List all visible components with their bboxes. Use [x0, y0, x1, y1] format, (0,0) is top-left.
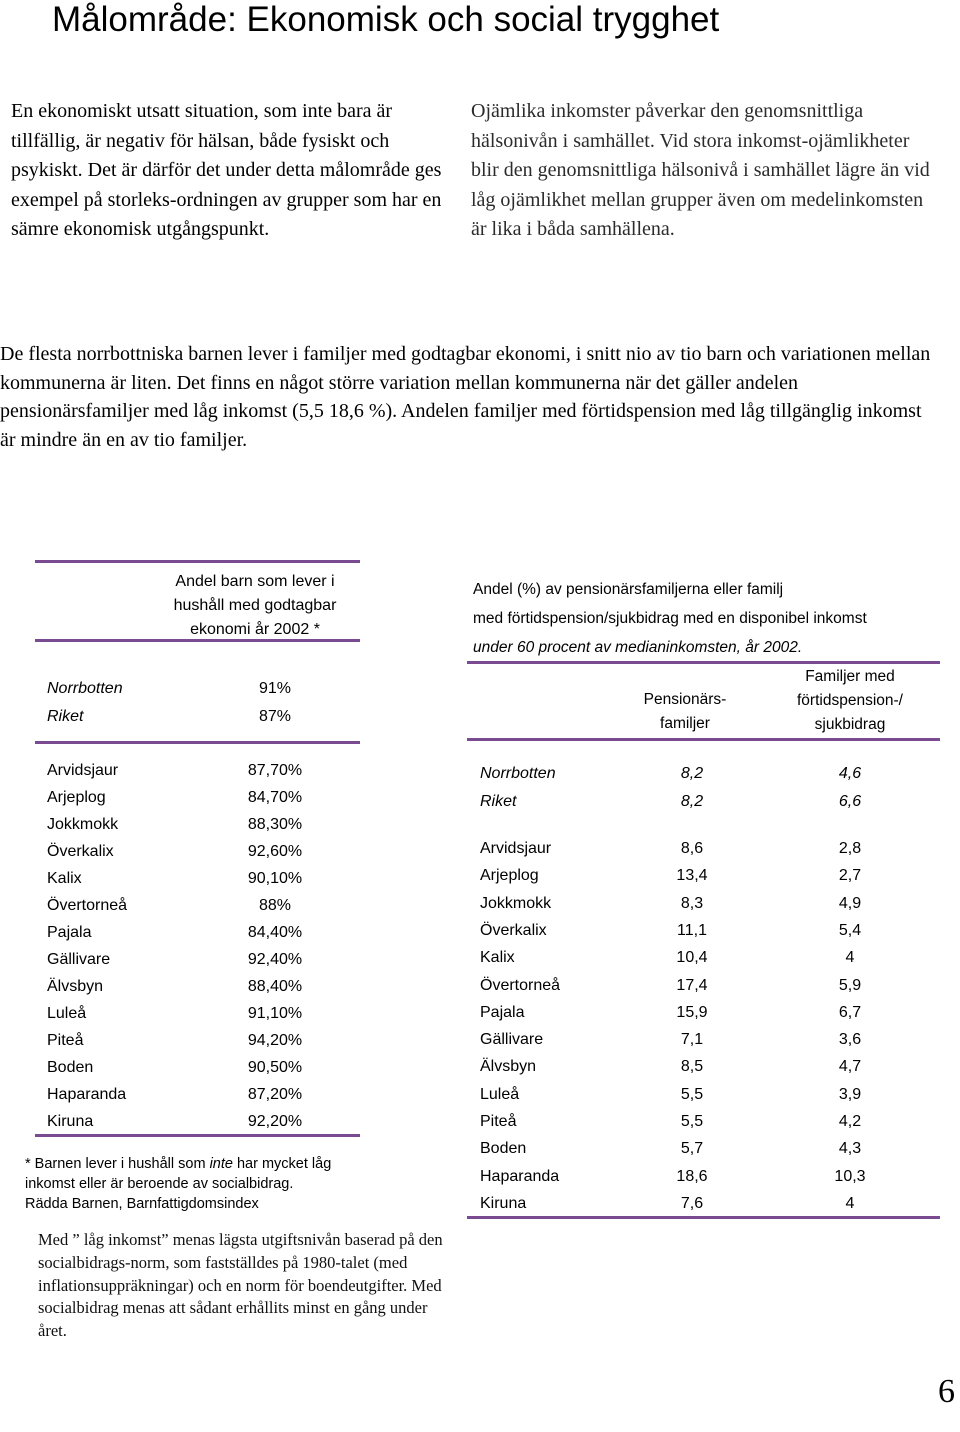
row-name: Piteå: [480, 1113, 517, 1130]
row-pension-value: 7,6: [680, 1194, 704, 1212]
row-pension-value: 7,1: [680, 1031, 704, 1049]
row-pension-value: 8,6: [680, 840, 704, 857]
row-name: Gällivare: [480, 1031, 544, 1049]
row-value: 92,60%: [247, 843, 303, 860]
row-name: Riket: [480, 793, 517, 810]
right-table-row: [480, 1026, 920, 1053]
right-caption-line: Andel (%) av pensionärsfamiljerna eller familj: [473, 581, 784, 598]
right-table-row: [480, 944, 920, 971]
low-income-note: Med ” låg inkomst” menas lägsta utgiftsnivån baserad på den socialbidrags-norm, som fastställdes på 1980-talet (med inflationsuppräkningar) och en norm för boendeutgifter. Med socialbidrag menas att sådant erhållits minst en gång under året.: [38, 1230, 443, 1341]
row-name: Boden: [480, 1140, 527, 1158]
row-name: Riket: [47, 708, 84, 725]
footnote-emphasis: inte: [209, 1156, 233, 1172]
row-sickness-value: 10,3: [834, 1167, 866, 1185]
row-name: Norrbotten: [47, 680, 123, 697]
left-table-row: [47, 838, 367, 865]
right-table-row: [480, 1163, 920, 1190]
row-value: 87,20%: [247, 1086, 303, 1103]
row-value: 88,30%: [247, 816, 303, 833]
row-pension-value: 18,6: [676, 1167, 708, 1185]
left-table-row: [47, 1000, 367, 1027]
row-name: Piteå: [47, 1032, 84, 1049]
row-sickness-value: 4,6: [838, 765, 862, 782]
left-table-row: [47, 811, 367, 838]
right-summary-row: [480, 788, 920, 815]
footnote-text-end: har mycket låg inkomst eller är beroende av socialbidrag.: [25, 1156, 332, 1192]
footnote-source: Rädda Barnen, Barnfattigdomsindex: [25, 1196, 259, 1212]
left-table-summary-rule: [35, 741, 360, 744]
left-table-row: [47, 1081, 367, 1108]
row-pension-value: 5,5: [680, 1085, 704, 1103]
row-sickness-value: 5,4: [838, 921, 862, 939]
row-name: Haparanda: [480, 1167, 560, 1185]
left-table-bottom-rule: [35, 1134, 360, 1137]
row-sickness-value: 4: [845, 949, 855, 967]
left-table-row: [47, 865, 367, 892]
row-pension-value: 5,7: [680, 1140, 704, 1158]
intro-left-paragraph: En ekonomiskt utsatt situation, som inte bara är tillfällig, är negativ för hälsan, både fysiskt och psykiskt. Det är därför det under detta målområde ges exempel på storleks-ordningen av grupper som har en sämre ekonomisk utgångspunkt.: [11, 100, 442, 240]
intro-right-paragraph: Ojämlika inkomster påverkar den genomsnittliga hälsonivån i samhället. Vid stora inkomst-ojämlikheter blir den genomsnittliga hälsonivå i samhället lägre än vid låg ojämlikhet mellan grupper även om medelinkomsten är lika i båda samhällena.: [471, 100, 930, 240]
left-table-header-rule: [35, 639, 360, 642]
row-name: Jokkmokk: [47, 816, 119, 833]
row-pension-value: 11,1: [677, 921, 707, 939]
row-sickness-value: 4,9: [838, 894, 862, 912]
right-caption-line: under 60 procent av medianinkomsten, år 2002.: [473, 639, 803, 656]
right-table-caption: [473, 575, 943, 662]
row-sickness-value: 3,9: [838, 1085, 862, 1103]
right-table-header-rule: [467, 738, 940, 741]
row-value: 88,40%: [247, 978, 303, 995]
row-value: 92,20%: [247, 1113, 303, 1130]
row-pension-value: 5,5: [680, 1113, 704, 1130]
row-pension-value: 13,4: [676, 867, 708, 885]
row-name: Överkalix: [47, 843, 114, 860]
right-col2-header: Familjer med förtidspension-/ sjukbidrag: [797, 668, 903, 733]
row-pension-value: 17,4: [676, 976, 708, 994]
row-value: 84,70%: [247, 789, 303, 806]
row-name: Älvsbyn: [47, 978, 104, 995]
right-table-row: [480, 1108, 920, 1135]
row-value: 94,20%: [247, 1032, 303, 1049]
row-value: 87,70%: [247, 762, 303, 779]
left-table-row: [47, 757, 367, 784]
page-title: Målområde: Ekonomisk och social trygghet: [52, 0, 720, 39]
right-table-row: [480, 1135, 920, 1162]
row-name: Boden: [47, 1059, 94, 1076]
right-table-row: [480, 999, 920, 1026]
left-table-row: [47, 919, 367, 946]
row-name: Övertorneå: [47, 897, 128, 914]
right-summary-row: [480, 760, 920, 787]
row-sickness-value: 6,7: [838, 1003, 862, 1021]
right-table-row: [480, 862, 920, 889]
left-table-row: [47, 946, 367, 973]
row-sickness-value: 4,2: [838, 1113, 862, 1130]
row-name: Luleå: [480, 1085, 520, 1103]
row-value: 87%: [258, 708, 292, 725]
row-name: Älvsbyn: [480, 1058, 537, 1076]
row-name: Kalix: [47, 870, 82, 887]
row-value: 90,50%: [247, 1059, 303, 1076]
left-table-row: [47, 1108, 367, 1135]
left-table-row: [47, 1027, 367, 1054]
row-name: Kiruna: [47, 1113, 94, 1130]
row-value: 90,10%: [247, 870, 303, 887]
right-table-row: [480, 890, 920, 917]
row-pension-value: 8,2: [680, 793, 704, 810]
row-sickness-value: 2,7: [838, 867, 862, 885]
left-table-footnote: [25, 1154, 385, 1214]
row-value: 88%: [258, 897, 292, 914]
left-table-row: [47, 1054, 367, 1081]
row-name: Haparanda: [47, 1086, 127, 1103]
left-table-top-rule: [35, 560, 360, 563]
right-table-row: [480, 972, 920, 999]
row-name: Överkalix: [480, 921, 547, 939]
row-sickness-value: 4,7: [838, 1058, 862, 1076]
row-pension-value: 15,9: [676, 1003, 708, 1021]
right-table-row: [480, 835, 920, 862]
row-pension-value: 8,2: [680, 765, 704, 782]
row-name: Arvidsjaur: [47, 762, 119, 779]
left-table-header: Andel barn som lever i hushåll med godtagbar ekonomi år 2002 *: [173, 573, 337, 638]
right-table-row: [480, 1190, 920, 1217]
row-name: Jokkmokk: [480, 894, 552, 912]
footnote-text: * Barnen lever i hushåll som: [25, 1156, 210, 1172]
row-pension-value: 10,4: [676, 949, 708, 967]
row-value: 91,10%: [247, 1005, 303, 1022]
left-table-row: [47, 892, 367, 919]
row-sickness-value: 6,6: [838, 793, 862, 810]
row-name: Arvidsjaur: [480, 840, 552, 857]
left-summary-row: [47, 675, 367, 702]
row-name: Gällivare: [47, 951, 111, 968]
row-sickness-value: 4,3: [838, 1140, 862, 1158]
row-sickness-value: 4: [845, 1194, 855, 1212]
row-pension-value: 8,3: [680, 894, 704, 912]
left-table-row: [47, 784, 367, 811]
row-name: Kalix: [480, 949, 515, 967]
row-sickness-value: 5,9: [838, 976, 862, 994]
right-col1-header: Pensionärs-familjer: [643, 691, 727, 732]
row-name: Norrbotten: [480, 765, 556, 782]
row-name: Pajala: [47, 924, 92, 941]
row-sickness-value: 3,6: [838, 1031, 862, 1049]
row-name: Pajala: [480, 1003, 525, 1021]
left-table-row: [47, 973, 367, 1000]
row-pension-value: 8,5: [680, 1058, 704, 1076]
page-number: 6: [938, 1373, 955, 1410]
row-name: Arjeplog: [47, 789, 106, 806]
row-name: Kiruna: [480, 1194, 527, 1212]
right-table-row: [480, 917, 920, 944]
row-name: Övertorneå: [480, 976, 561, 994]
right-table-top-rule: [467, 661, 940, 664]
body-paragraph: De flesta norrbottniska barnen lever i familjer med godtagbar ekonomi, i snitt nio av tio barn och variationen mellan kommunerna är liten. Det finns en något större variation mellan kommunerna när det gäller andelen pensionärsfamiljer med låg inkomst (5,5 18,6 %). Andelen familjer med förtidspension med låg tillgänglig inkomst är mindre än en av tio familjer.: [0, 343, 931, 451]
row-name: Luleå: [47, 1005, 87, 1022]
row-value: 92,40%: [247, 951, 303, 968]
right-table-bottom-rule: [467, 1216, 940, 1219]
right-table-row: [480, 1081, 920, 1108]
right-table-row: [480, 1053, 920, 1080]
right-caption-line: med förtidspension/sjukbidrag med en disponibel inkomst: [473, 610, 867, 627]
left-summary-row: [47, 703, 367, 730]
row-value: 84,40%: [247, 924, 303, 941]
row-sickness-value: 2,8: [838, 840, 862, 857]
row-value: 91%: [258, 680, 292, 697]
row-name: Arjeplog: [480, 867, 539, 885]
